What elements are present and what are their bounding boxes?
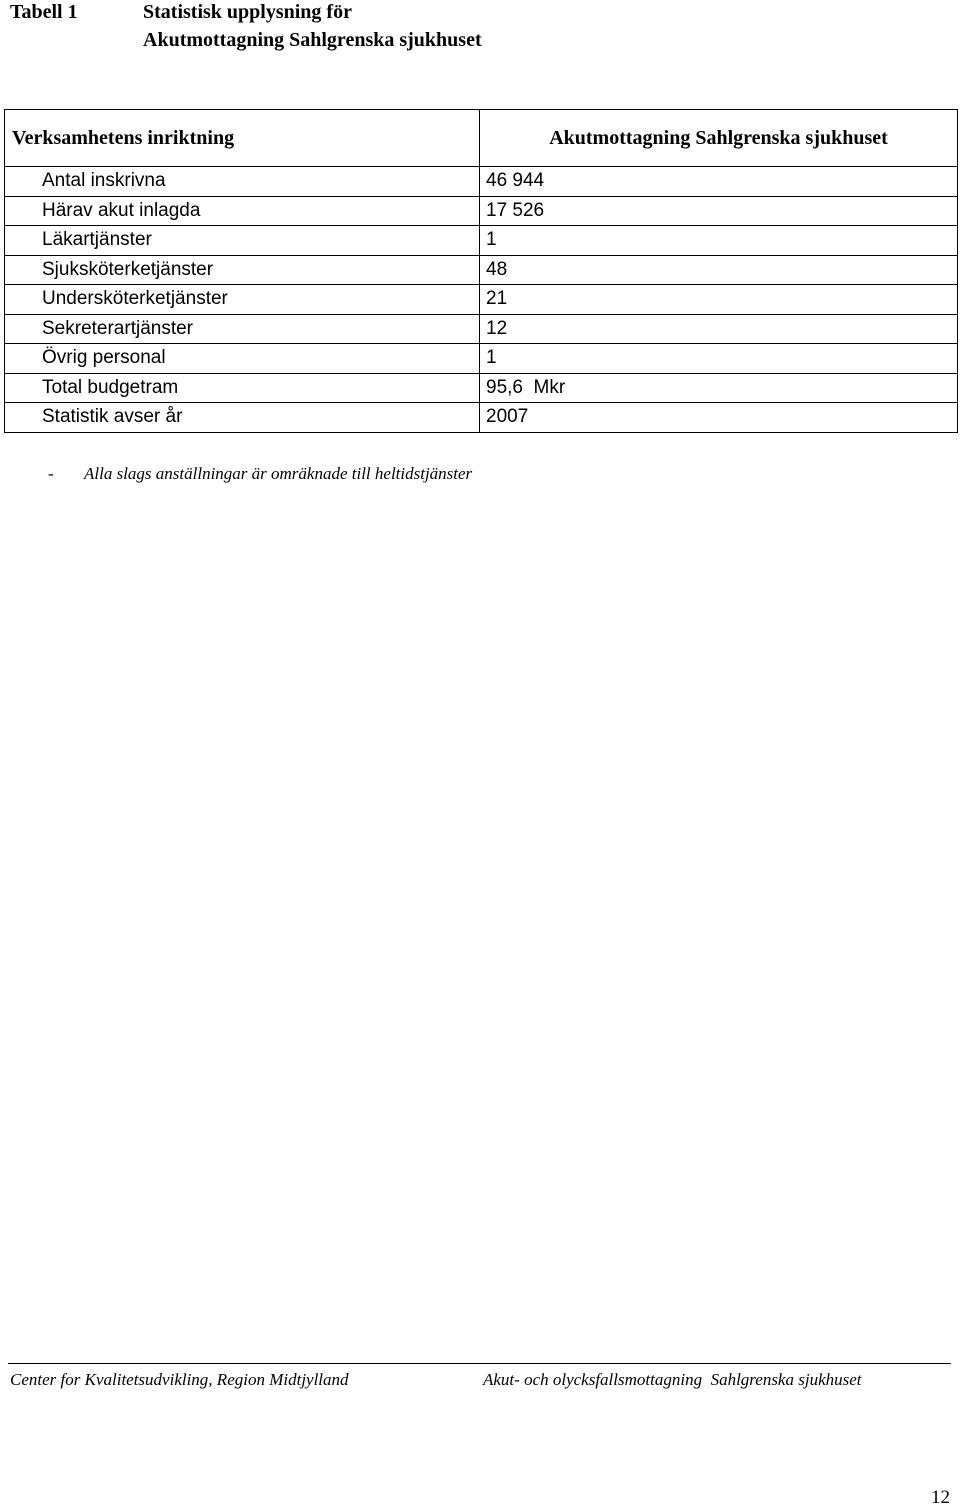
header-activity-direction: Verksamhetens inriktning: [5, 110, 480, 167]
row-value: 48: [480, 255, 958, 285]
table-row: [5, 226, 958, 256]
footer-divider: [8, 1363, 951, 1364]
table-header-row: [5, 110, 958, 167]
row-label: Sekreterartjänster: [5, 314, 480, 344]
row-label: Sjuksköterketjänster: [5, 255, 480, 285]
footnote-text: Alla slags anställningar är omräknade till heltidstjänster: [84, 464, 473, 483]
row-label: Läkartjänster: [5, 226, 480, 256]
page-number: 12: [931, 1487, 950, 1508]
footer-document-title: Akut- och olycksfallsmottagning Sahlgrenska sjukhuset: [483, 1370, 862, 1389]
row-label: Härav akut inlagda: [5, 196, 480, 226]
table-footnote: [48, 462, 472, 486]
row-value: 2007: [480, 403, 958, 433]
table-title-line-1: Statistisk upplysning för: [143, 1, 352, 23]
row-value: 12: [480, 314, 958, 344]
row-value: 21: [480, 285, 958, 315]
row-value: 95,6 Mkr: [480, 373, 958, 403]
table-caption: [0, 0, 960, 60]
row-label: Total budgetram: [5, 373, 480, 403]
table-row: [5, 255, 958, 285]
row-value: 46 944: [480, 167, 958, 197]
footnote-bullet: -: [48, 464, 54, 483]
header-unit-name: Akutmottagning Sahlgrenska sjukhuset: [480, 110, 958, 167]
row-value: 1: [480, 226, 958, 256]
row-value: 1: [480, 344, 958, 374]
row-label: Undersköterketjänster: [5, 285, 480, 315]
row-label: Antal inskrivna: [5, 167, 480, 197]
table-row: [5, 285, 958, 315]
table-row: [5, 373, 958, 403]
statistics-table: [4, 109, 958, 433]
table-row: [5, 403, 958, 433]
table-row: [5, 196, 958, 226]
table-row: [5, 314, 958, 344]
footer-organization: Center for Kvalitetsudvikling, Region Midtjylland: [10, 1370, 349, 1389]
row-label: Statistik avser år: [5, 403, 480, 433]
table-row: [5, 167, 958, 197]
table-row: [5, 344, 958, 374]
table-title-line-2: Akutmottagning Sahlgrenska sjukhuset: [143, 29, 482, 51]
table-label: Tabell 1: [10, 1, 78, 23]
table-title: [143, 0, 482, 54]
row-value: 17 526: [480, 196, 958, 226]
row-label: Övrig personal: [5, 344, 480, 374]
